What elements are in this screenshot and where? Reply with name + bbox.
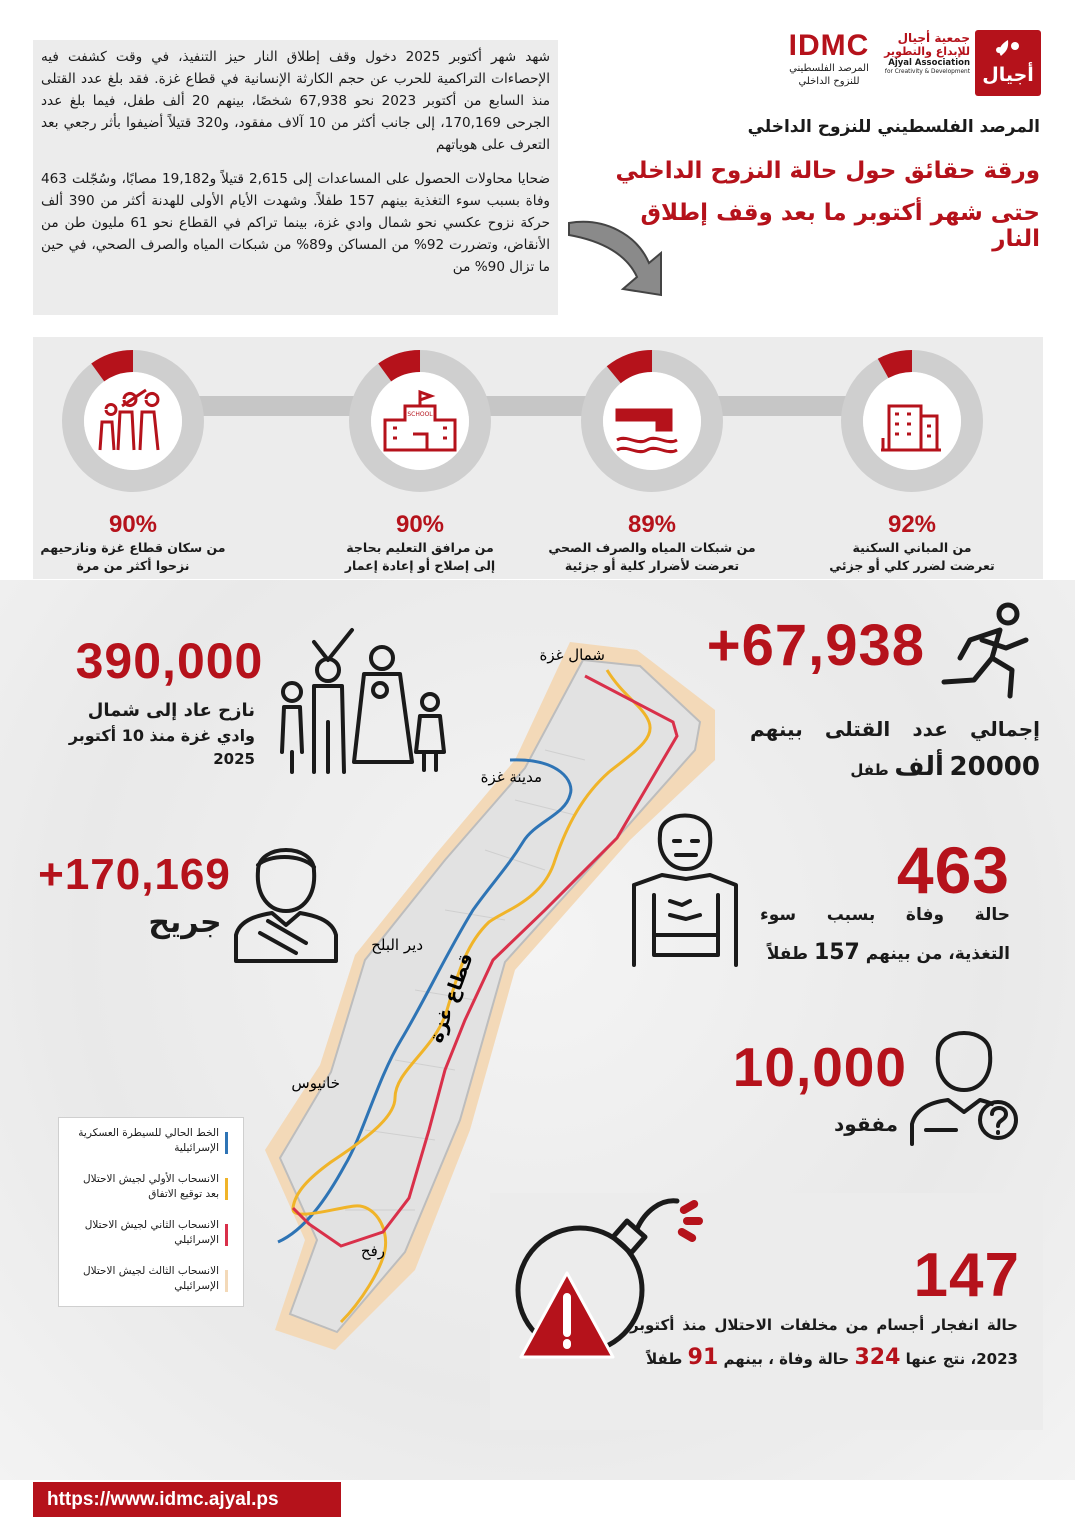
stat-card bbox=[344, 350, 496, 575]
stat-donut bbox=[349, 350, 491, 492]
arrow-icon bbox=[565, 205, 675, 300]
killed-children bbox=[780, 752, 1040, 782]
map-label-deir: دير البلح bbox=[371, 936, 423, 954]
school-sign: SCHOOL bbox=[407, 411, 433, 418]
idmc-name-1: المرصد الفلسطيني bbox=[789, 63, 869, 74]
returned-caption-2: وادي غزة منذ 10 أكتوبر bbox=[68, 726, 255, 745]
legend-item-label: الانسحاب الثالث لجيش الاحتلال الإسرائيلي bbox=[82, 1265, 219, 1292]
idmc-abbr: IDMC bbox=[788, 29, 870, 62]
explosions-deaths-number: 324 bbox=[854, 1345, 901, 1370]
injured-person-icon bbox=[230, 825, 340, 965]
legend-item-swatch bbox=[225, 1270, 228, 1292]
injured-number: +170,169 bbox=[38, 850, 231, 899]
explosions-caption-2c: طفلاً bbox=[646, 1350, 683, 1368]
ajyal-logo-mark bbox=[975, 30, 1041, 96]
killed-children-word: طفل bbox=[850, 761, 889, 779]
stat-label-line2: تعرضت لأضرار كلية أو جزئية bbox=[564, 558, 740, 573]
malnutrition-caption-2a: التغذية، من بينهم bbox=[865, 944, 1010, 964]
map-legend bbox=[58, 1117, 244, 1307]
idmc-logo bbox=[780, 30, 878, 88]
legend-item-label: الخط الحالي للسيطرة العسكرية الإسرائيلية bbox=[78, 1127, 219, 1154]
malnutrition-caption-1: حالة وفاة بسبب سوء bbox=[760, 905, 1010, 925]
returned-number: 390,000 bbox=[75, 633, 264, 689]
returning-family-icon bbox=[262, 612, 452, 777]
ajyal-name-ar-2: للإبداع والتطوير bbox=[884, 45, 970, 58]
explosions-caption-2a: 2023، نتج عنها bbox=[905, 1350, 1018, 1368]
stat-percent: 89% bbox=[627, 511, 677, 538]
missing-number: 10,000 bbox=[732, 1036, 907, 1098]
malnutrition-children-number: 157 bbox=[813, 940, 860, 965]
legend-item-swatch bbox=[225, 1178, 228, 1200]
ajyal-logo-text: أجيال bbox=[982, 64, 1034, 86]
stat-label-line1: من المباني السكنية bbox=[852, 540, 972, 555]
legend-item-label: الانسحاب الأولي لجيش الاحتلال بعد توقيع الاتفاق bbox=[83, 1173, 219, 1200]
stat-card bbox=[548, 350, 756, 575]
ajyal-name-en-2: for Creativity & Development bbox=[884, 69, 970, 75]
intro-paragraph-1: شهد شهر أكتوبر 2025 دخول وقف إطلاق النار حيز التنفيذ، في وقت كشفت فيه الإحصاءات التراكمية للحرب عن حجم الكارثة الإنسانية في قطاع غزة. فقد بلغ عدد القتلى منذ السابع من أكتوبر 2023 نحو 67,938 شخصًا، بينهم 20 ألف طفل، فيما بلغ عدد الجرحى 170,169، إلى جانب أكثر من 10 آلاف مفقود، و320 قتيلاً أضيفوا بأثر رجعي بعد التعرف على هوياتهم bbox=[41, 49, 551, 153]
stat-percent: 92% bbox=[887, 511, 937, 538]
explosions-children-number: 91 bbox=[687, 1345, 719, 1370]
stats-connector bbox=[180, 396, 900, 416]
stat-percent: 90% bbox=[108, 511, 158, 538]
stat-donut bbox=[841, 350, 983, 492]
stat-label-line1: من مرافق التعليم بحاجة bbox=[346, 540, 494, 555]
stat-label-line1: من شبكات المياه والصرف الصحي bbox=[548, 540, 756, 555]
returned-caption-1: نازح عاد إلى شمال bbox=[87, 700, 255, 721]
stat-donut bbox=[62, 350, 204, 492]
legend-item-label: الانسحاب الثاني لجيش الاحتلال الإسرائيلي bbox=[84, 1219, 219, 1246]
malnourished-icon bbox=[630, 805, 740, 970]
legend-item-swatch bbox=[225, 1224, 228, 1246]
injured-caption: جريح bbox=[148, 905, 222, 940]
stat-donut-center bbox=[863, 372, 961, 470]
killed-number: +67,938 bbox=[706, 613, 925, 678]
explosions-caption-2 bbox=[610, 1345, 1018, 1370]
missing-person-icon bbox=[908, 1020, 1023, 1150]
killed-children-unit: ألف bbox=[894, 752, 944, 782]
missing-caption: مفقود bbox=[834, 1112, 898, 1136]
runner-icon bbox=[930, 600, 1030, 710]
stat-label-line2: إلى إصلاح أو إعادة إعمار bbox=[344, 558, 496, 573]
map-label-khan: خانيوس bbox=[291, 1074, 340, 1092]
malnutrition-caption-2b: طفلاً bbox=[766, 944, 809, 964]
stat-percent: 90% bbox=[395, 511, 445, 538]
returned-caption-3: 2025 bbox=[213, 750, 255, 768]
stat-donut bbox=[581, 350, 723, 492]
malnutrition-number: 463 bbox=[896, 833, 1010, 907]
legend-item-swatch bbox=[225, 1132, 228, 1154]
idmc-name-2: للنزوح الداخلي bbox=[798, 76, 860, 87]
stat-label-line1: من سكان قطاع غزة ونازحيهم bbox=[40, 540, 226, 555]
map-label-north: شمال غزة bbox=[539, 646, 605, 664]
killed-children-number: 20000 bbox=[949, 752, 1040, 782]
stat-card bbox=[40, 350, 226, 575]
malnutrition-caption-2 bbox=[740, 940, 1010, 965]
page-title-line2: حتى شهر أكتوبر ما بعد وقف إطلاق النار bbox=[640, 200, 1040, 252]
map-label-strip: قطاع غزة bbox=[425, 950, 478, 1046]
footer-url[interactable]: https://www.idmc.ajyal.ps bbox=[33, 1482, 341, 1517]
ajyal-logo bbox=[975, 30, 1041, 96]
ajyal-name bbox=[880, 32, 970, 76]
explosions-caption-2b: حالة وفاة ، بينهم bbox=[723, 1350, 850, 1368]
observatory-title: المرصد الفلسطيني للنزوح الداخلي bbox=[747, 117, 1040, 137]
map-label-gaza-city: مدينة غزة bbox=[480, 768, 542, 786]
stat-card bbox=[829, 350, 995, 575]
intro-paragraph-2: ضحايا محاولات الحصول على المساعدات إلى 2,615 قتيلاً و19,182 مصابًا، وسُجّلت 463 وفاة بسبب سوء التغذية بينهم 157 طفلاً. وشهدت الأيام الأولى للهدنة أكثر من 390 ألف حركة نزوح عكسي نحو شمال وادي غزة، بينما تراكم في القطاع نحو 61 مليون طن من الأنقاض، وتضررت 92% من المساكن و89% من شبكات المياه والصرف الصحي، في حين ما تزال 90% من bbox=[41, 171, 551, 275]
page-title-line1: ورقة حقائق حول حالة النزوح الداخلي bbox=[615, 158, 1040, 184]
intro-text bbox=[33, 40, 558, 315]
killed-caption: إجمالي عدد القتلى بينهم bbox=[750, 717, 1040, 741]
map-label-rafah: رفح bbox=[360, 1242, 385, 1260]
stat-label-line2: تعرضت لضرر كلي أو جزئي bbox=[829, 558, 995, 573]
explosions-caption-1: حالة انفجار أجسام من مخلفات الاحتلال منذ أكتوبر bbox=[630, 1316, 1018, 1334]
explosions-number: 147 bbox=[913, 1241, 1020, 1310]
ajyal-name-ar-1: جمعية أجيال bbox=[897, 31, 970, 45]
stat-label-line2: نزحوا أكثر من مرة bbox=[76, 558, 190, 573]
ajyal-name-en-1: Ajyal Association bbox=[888, 58, 970, 68]
